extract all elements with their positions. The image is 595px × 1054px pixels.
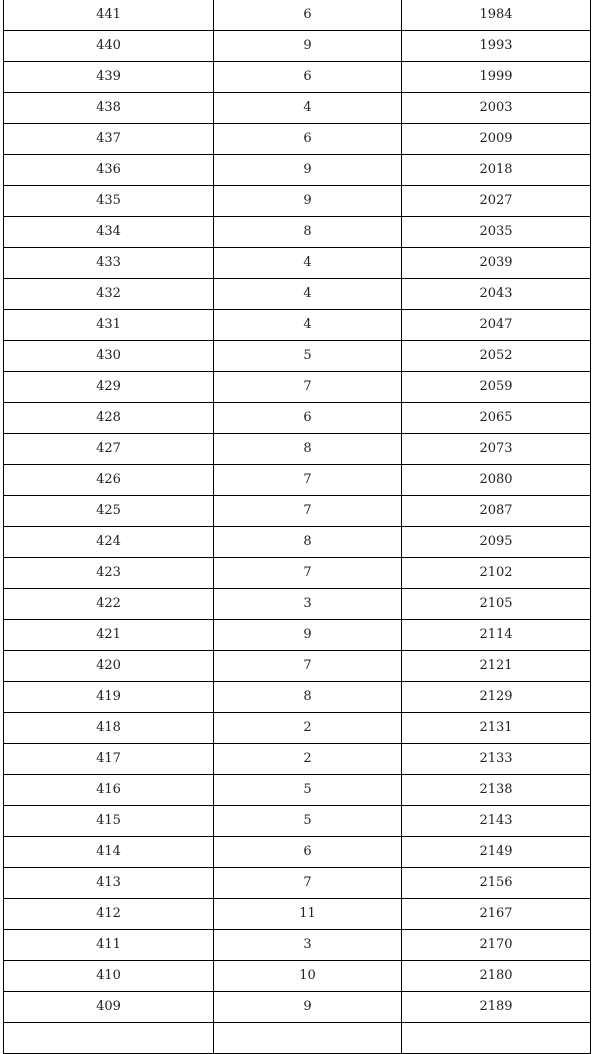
cumulative-cell: 2156	[402, 868, 591, 899]
score-cell: 439	[4, 62, 214, 93]
count-cell: 7	[214, 868, 402, 899]
cumulative-cell: 2133	[402, 744, 591, 775]
cumulative-cell: 2095	[402, 527, 591, 558]
count-cell: 5	[214, 775, 402, 806]
table-row	[4, 31, 591, 62]
table-row	[4, 434, 591, 465]
count-cell: 10	[214, 961, 402, 992]
table-row	[4, 589, 591, 620]
count-cell: 9	[214, 31, 402, 62]
score-cell: 440	[4, 31, 214, 62]
score-cell: 424	[4, 527, 214, 558]
score-cell: 409	[4, 992, 214, 1023]
table-row	[4, 527, 591, 558]
table-row	[4, 651, 591, 682]
cumulative-cell: 1993	[402, 31, 591, 62]
table-row	[4, 279, 591, 310]
count-cell: 6	[214, 403, 402, 434]
score-cell: 433	[4, 248, 214, 279]
score-cell: 419	[4, 682, 214, 713]
score-cell: 421	[4, 620, 214, 651]
score-cell: 412	[4, 899, 214, 930]
table-row	[4, 899, 591, 930]
table-row	[4, 62, 591, 93]
score-cell: 438	[4, 93, 214, 124]
cumulative-cell: 2080	[402, 465, 591, 496]
cumulative-cell: 2039	[402, 248, 591, 279]
score-cell: 441	[4, 0, 214, 31]
table-row	[4, 868, 591, 899]
score-cell: 413	[4, 868, 214, 899]
count-cell: 4	[214, 93, 402, 124]
score-cell: 423	[4, 558, 214, 589]
score-cell: 428	[4, 403, 214, 434]
cumulative-cell: 2102	[402, 558, 591, 589]
cumulative-cell: 2170	[402, 930, 591, 961]
table-row-partial	[4, 1023, 591, 1054]
score-cell: 436	[4, 155, 214, 186]
count-cell: 2	[214, 744, 402, 775]
count-cell: 3	[214, 589, 402, 620]
table-row	[4, 806, 591, 837]
table-row	[4, 496, 591, 527]
count-cell: 11	[214, 899, 402, 930]
table-row	[4, 620, 591, 651]
score-cell: 425	[4, 496, 214, 527]
table-row	[4, 186, 591, 217]
table-row	[4, 341, 591, 372]
table-row	[4, 558, 591, 589]
empty-cell	[402, 1023, 591, 1054]
cumulative-cell: 2114	[402, 620, 591, 651]
cumulative-cell: 2009	[402, 124, 591, 155]
cumulative-cell: 2027	[402, 186, 591, 217]
cumulative-cell: 2003	[402, 93, 591, 124]
score-cell: 414	[4, 837, 214, 868]
count-cell: 7	[214, 558, 402, 589]
table-row	[4, 992, 591, 1023]
score-cell: 426	[4, 465, 214, 496]
score-cell: 427	[4, 434, 214, 465]
count-cell: 7	[214, 496, 402, 527]
table-row	[4, 217, 591, 248]
cumulative-cell: 2047	[402, 310, 591, 341]
score-cell: 434	[4, 217, 214, 248]
cumulative-cell: 2018	[402, 155, 591, 186]
table-row	[4, 0, 591, 31]
table-row	[4, 155, 591, 186]
cumulative-cell: 2073	[402, 434, 591, 465]
score-cell: 420	[4, 651, 214, 682]
table-row	[4, 744, 591, 775]
count-cell: 8	[214, 217, 402, 248]
score-table-body	[4, 0, 591, 1054]
count-cell: 8	[214, 682, 402, 713]
score-cell: 418	[4, 713, 214, 744]
score-cell: 416	[4, 775, 214, 806]
table-row	[4, 403, 591, 434]
count-cell: 6	[214, 124, 402, 155]
cumulative-cell: 2087	[402, 496, 591, 527]
cumulative-cell: 1999	[402, 62, 591, 93]
cumulative-cell: 2143	[402, 806, 591, 837]
count-cell: 9	[214, 992, 402, 1023]
score-cell: 435	[4, 186, 214, 217]
count-cell: 2	[214, 713, 402, 744]
cumulative-cell: 2035	[402, 217, 591, 248]
score-cell: 415	[4, 806, 214, 837]
count-cell: 6	[214, 0, 402, 31]
count-cell: 7	[214, 465, 402, 496]
count-cell: 9	[214, 186, 402, 217]
cumulative-cell: 2138	[402, 775, 591, 806]
cumulative-cell: 2121	[402, 651, 591, 682]
count-cell: 3	[214, 930, 402, 961]
cumulative-cell: 2065	[402, 403, 591, 434]
empty-cell	[4, 1023, 214, 1054]
table-row	[4, 465, 591, 496]
count-cell: 7	[214, 651, 402, 682]
count-cell: 9	[214, 620, 402, 651]
cumulative-cell: 2043	[402, 279, 591, 310]
empty-cell	[214, 1023, 402, 1054]
score-cell: 410	[4, 961, 214, 992]
table-row	[4, 372, 591, 403]
score-cell: 437	[4, 124, 214, 155]
cumulative-cell: 2105	[402, 589, 591, 620]
score-cell: 431	[4, 310, 214, 341]
cumulative-cell: 2129	[402, 682, 591, 713]
cumulative-cell: 2059	[402, 372, 591, 403]
count-cell: 4	[214, 248, 402, 279]
table-row	[4, 775, 591, 806]
count-cell: 7	[214, 372, 402, 403]
table-row	[4, 930, 591, 961]
score-cell: 429	[4, 372, 214, 403]
cumulative-cell: 2167	[402, 899, 591, 930]
score-table-container	[3, 0, 590, 1054]
score-cell: 432	[4, 279, 214, 310]
cumulative-cell: 2180	[402, 961, 591, 992]
table-row	[4, 248, 591, 279]
table-row	[4, 93, 591, 124]
table-row	[4, 682, 591, 713]
score-cell: 417	[4, 744, 214, 775]
count-cell: 4	[214, 310, 402, 341]
count-cell: 6	[214, 837, 402, 868]
table-row	[4, 713, 591, 744]
count-cell: 8	[214, 434, 402, 465]
cumulative-cell: 2131	[402, 713, 591, 744]
count-cell: 5	[214, 341, 402, 372]
score-table	[3, 0, 591, 1054]
table-row	[4, 310, 591, 341]
score-cell: 411	[4, 930, 214, 961]
table-row	[4, 837, 591, 868]
cumulative-cell: 2149	[402, 837, 591, 868]
table-row	[4, 961, 591, 992]
count-cell: 6	[214, 62, 402, 93]
count-cell: 5	[214, 806, 402, 837]
count-cell: 9	[214, 155, 402, 186]
score-cell: 430	[4, 341, 214, 372]
cumulative-cell: 1984	[402, 0, 591, 31]
cumulative-cell: 2189	[402, 992, 591, 1023]
count-cell: 4	[214, 279, 402, 310]
count-cell: 8	[214, 527, 402, 558]
cumulative-cell: 2052	[402, 341, 591, 372]
score-cell: 422	[4, 589, 214, 620]
table-row	[4, 124, 591, 155]
